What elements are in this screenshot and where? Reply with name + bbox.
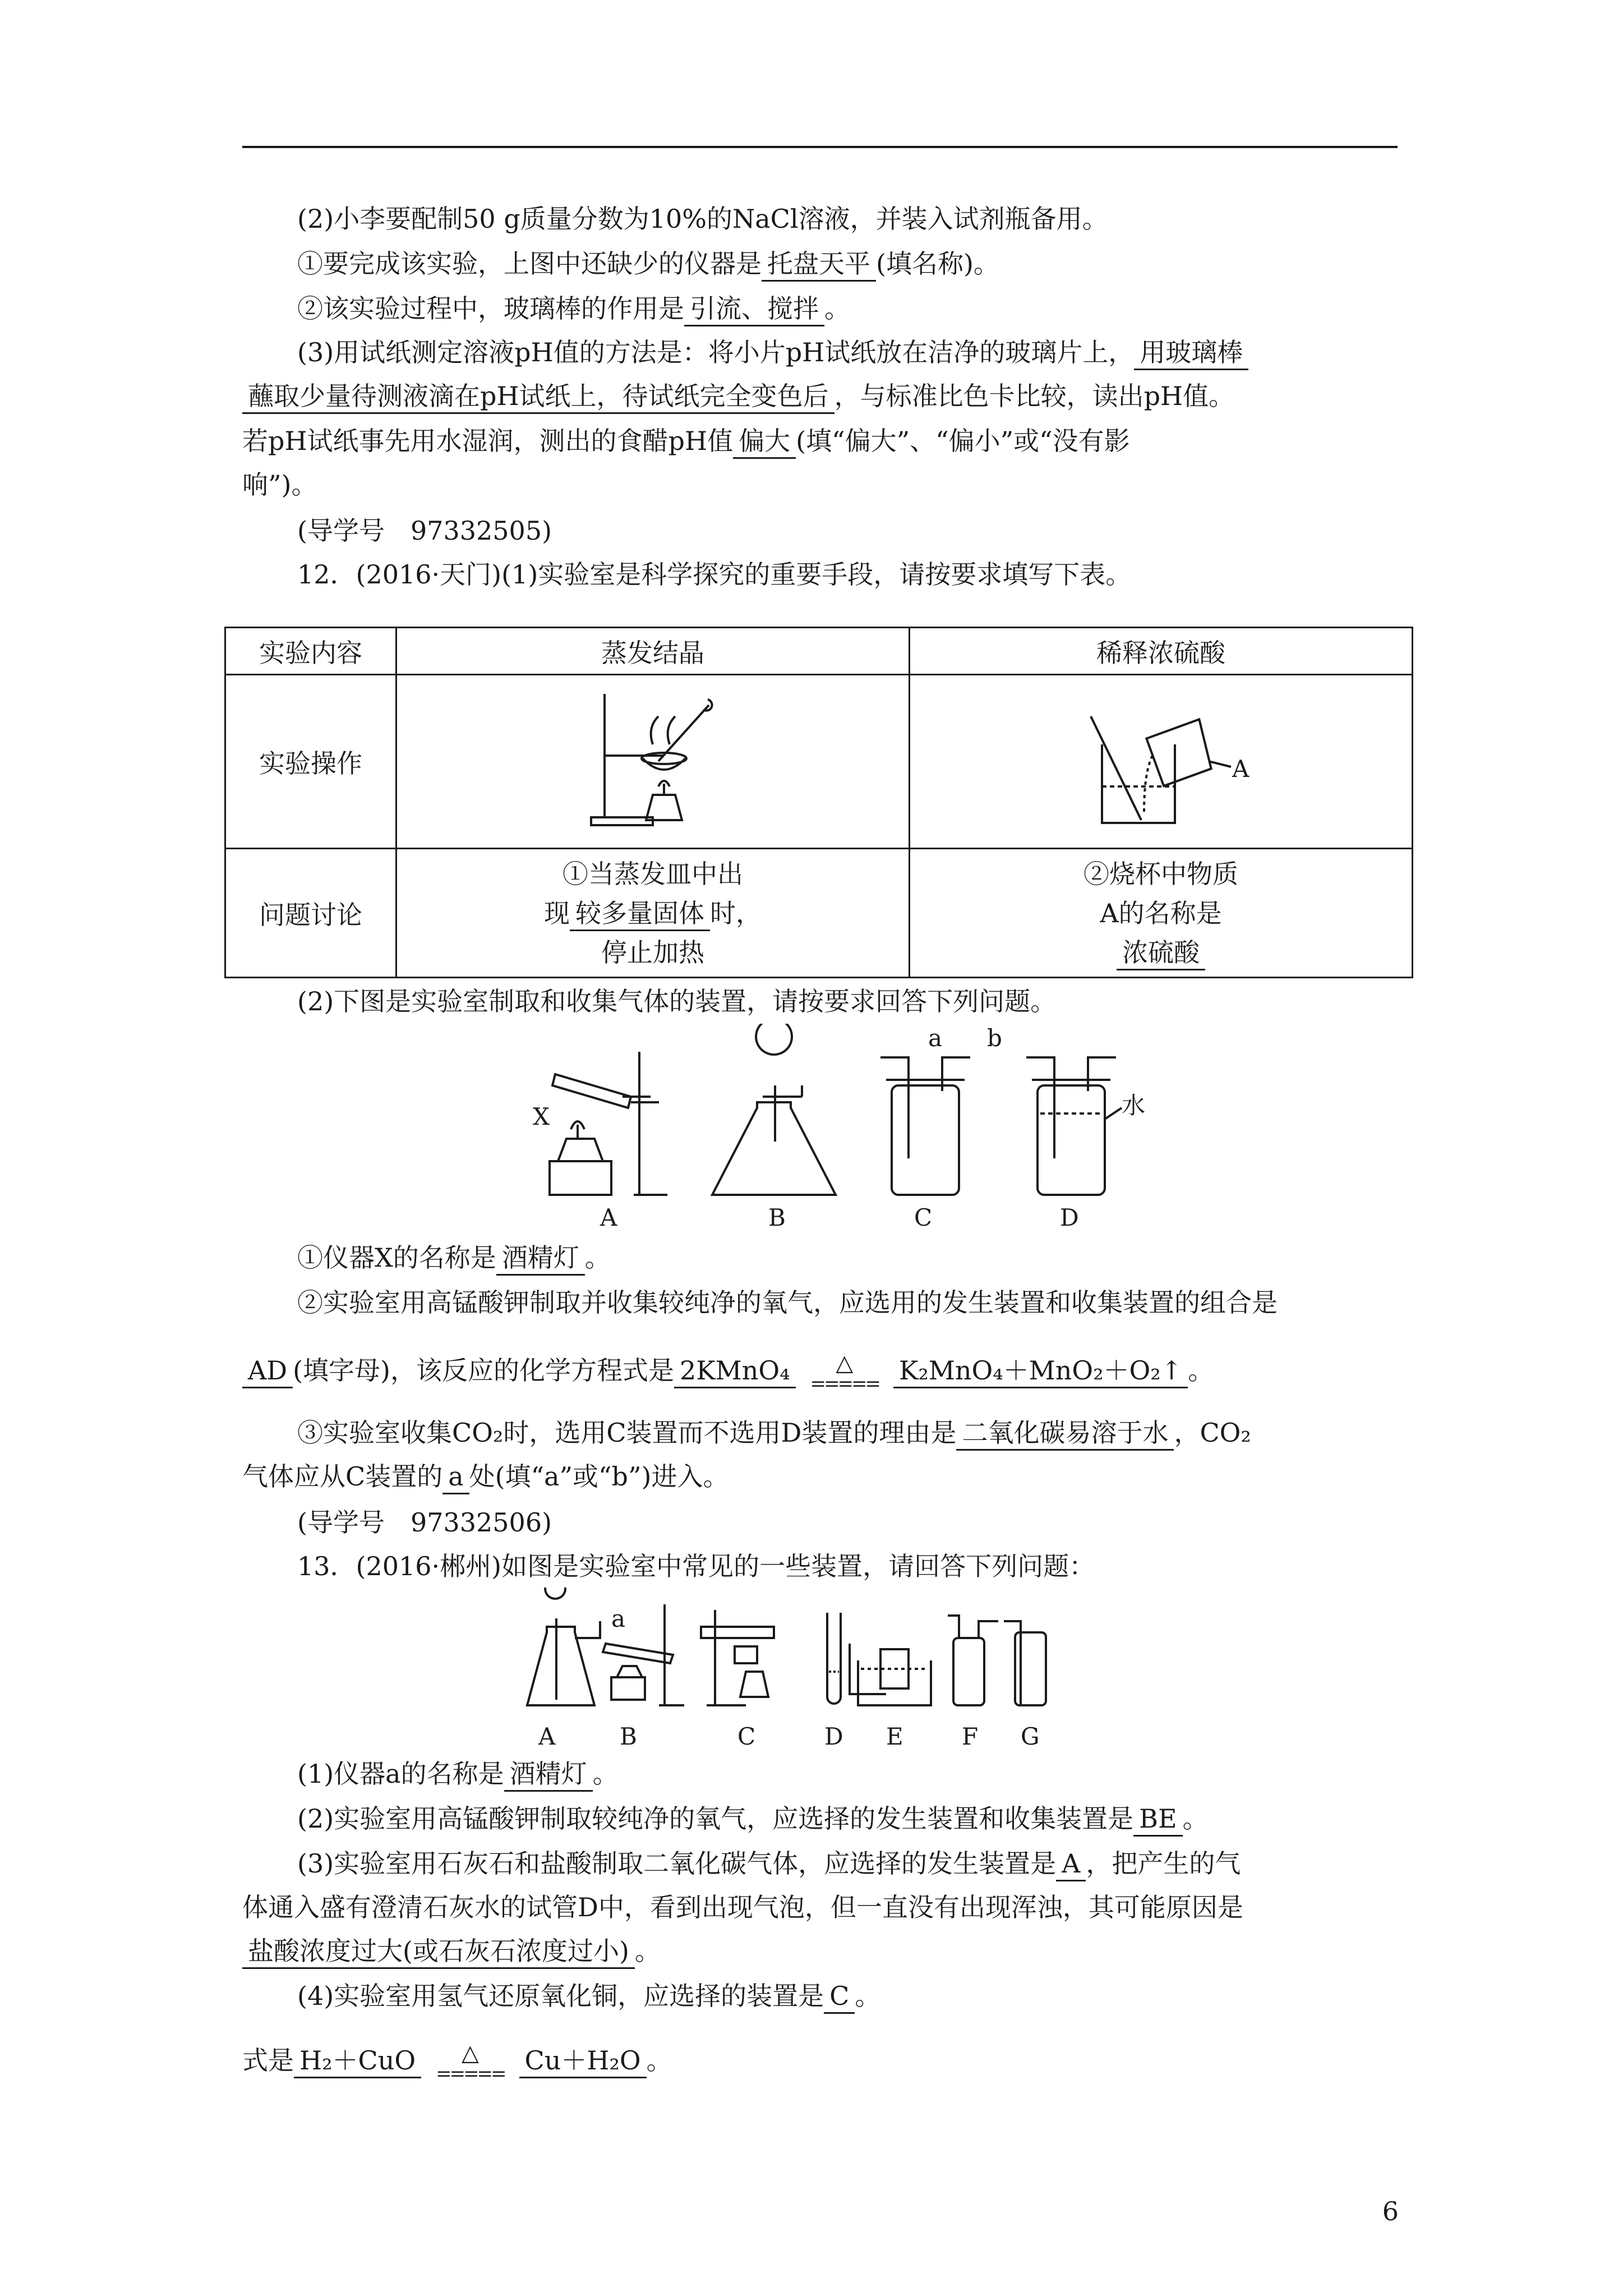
label-C: C — [914, 1204, 933, 1231]
guide-number: (导学号 97332505) — [297, 516, 552, 546]
answer-blank: A — [1056, 1848, 1086, 1881]
q12-stem: 12．(2016·天门)(1)实验室是科学探究的重要手段，请按要求填写下表。 — [297, 559, 1132, 590]
answer-blank: 二氧化碳易溶于水 — [956, 1418, 1174, 1451]
q13-stem: 13．(2016·郴州)如图是实验室中常见的一些装置，请回答下列问题： — [297, 1551, 1095, 1581]
answer-blank: 用玻璃棒 — [1134, 337, 1248, 370]
answer-blank: C — [824, 1981, 855, 2014]
label-water: 水 — [1122, 1092, 1146, 1119]
answer-blank: 托盘天平 — [762, 249, 876, 282]
equation-left: H₂＋CuO — [294, 2045, 421, 2078]
q11-part2-stem: (2)小李要配制50 g质量分数为10%的NaCl溶液，并装入试剂瓶备用。 — [297, 204, 1108, 234]
answer-blank: 酒精灯 — [504, 1759, 593, 1792]
dilution-apparatus-figure — [1068, 683, 1253, 834]
page-number: 6 — [1382, 2196, 1399, 2226]
label-a-small: a — [611, 1605, 626, 1632]
reaction-condition: △ ===== — [436, 2040, 505, 2085]
q13-p1: (1)仪器a的名称是 酒精灯 。 — [297, 1757, 619, 1791]
label-G: G — [1021, 1723, 1040, 1750]
label-F: F — [962, 1723, 979, 1750]
answer-blank: 偏大 — [733, 426, 796, 459]
answer-blank: 蘸取少量待测液滴在pH试纸上，待试纸完全变色后 — [242, 381, 834, 414]
q13-p3-line2: 体通入盛有澄清石灰水的试管D中，看到出现气泡，但一直没有出现浑浊，其可能原因是 — [242, 1892, 1243, 1922]
table-header: 蒸发结晶 — [396, 628, 910, 675]
q12-q2-line2: AD (填字母)，该反应的化学方程式是 2KMnO₄ △ ===== K₂MnO₄＋MnO₂＋O₂↑ 。 — [242, 1352, 1214, 1393]
table-header: 实验内容 — [225, 628, 396, 675]
q12-q1: ①仪器X的名称是 酒精灯 。 — [297, 1241, 611, 1274]
equation-right: Cu＋H₂O — [519, 2045, 647, 2078]
q11-part3-line3: 若pH试纸事先用水湿润，测出的食醋pH值 偏大 (填“偏大”、“偏小”或“没有影 — [242, 424, 1130, 458]
label-A: A — [538, 1723, 556, 1750]
row-label: 问题讨论 — [225, 849, 396, 978]
label-B: B — [768, 1204, 786, 1231]
answer-blank: 引流、搅拌 — [684, 293, 824, 326]
guide-number: (导学号 97332506) — [297, 1507, 552, 1538]
answer-blank: 较多量固体 — [570, 898, 710, 931]
equation-right: K₂MnO₄＋MnO₂＋O₂↑ — [893, 1355, 1188, 1388]
answer-blank: a — [442, 1461, 469, 1494]
equation-left: 2KMnO₄ — [674, 1355, 796, 1388]
answer-blank: BE — [1133, 1803, 1182, 1837]
dilution-figure — [910, 675, 1413, 849]
label-a: A — [1232, 755, 1249, 783]
discussion-cell-1: ①当蒸发皿中出 现 较多量固体 时， 停止加热 — [396, 849, 910, 978]
label-E: E — [886, 1723, 903, 1750]
label-x: X — [533, 1103, 550, 1130]
q12-q2-line1: ②实验室用高锰酸钾制取并收集较纯净的氧气，应选用的发生装置和收集装置的组合是 — [297, 1287, 1278, 1318]
q12-q3-line1: ③实验室收集CO₂时，选用C装置而不选用D装置的理由是 二氧化碳易溶于水 ，CO₂ — [297, 1416, 1251, 1450]
table-header: 稀释浓硫酸 — [910, 628, 1413, 675]
answer-blank: 浓硫酸 — [1117, 937, 1205, 970]
label-B: B — [620, 1723, 637, 1750]
q13-p4-line1: (4)实验室用氢气还原氧化铜，应选择的装置是 C 。 — [297, 1979, 880, 2013]
q12-part2-stem: (2)下图是实验室制取和收集气体的装置，请按要求回答下列问题。 — [297, 986, 1057, 1016]
row-label: 实验操作 — [225, 675, 396, 849]
experiment-table — [224, 627, 1413, 978]
q11-part2-a: ①要完成该实验，上图中还缺少的仪器是 托盘天平 (填名称)。 — [297, 247, 999, 280]
discussion-cell-2: ②烧杯中物质 A的名称是 浓硫酸 — [910, 849, 1413, 978]
q11-part2-b: ②该实验过程中，玻璃棒的作用是 引流、搅拌 。 — [297, 292, 850, 325]
label-a-inlet: a — [928, 1024, 943, 1052]
label-b-inlet: b — [987, 1024, 1002, 1052]
label-A: A — [600, 1204, 617, 1231]
q13-p3-line1: (3)实验室用石灰石和盐酸制取二氧化碳气体，应选择的发生装置是 A ，把产生的气 — [297, 1847, 1241, 1880]
label-D: D — [1060, 1204, 1079, 1231]
reaction-condition: △ ===== — [810, 1350, 879, 1395]
q11-part3-line1: (3)用试纸测定溶液pH值的方法是：将小片pH试纸放在洁净的玻璃片上， 用玻璃棒 — [297, 335, 1248, 369]
header-rule — [242, 146, 1398, 148]
q13-p4-line2: 式是 H₂＋CuO △ ===== Cu＋H₂O 。 — [242, 2040, 672, 2085]
q11-part3-line4: 响”)。 — [242, 470, 317, 500]
answer-blank: AD — [242, 1355, 293, 1388]
label-C: C — [737, 1723, 756, 1750]
q13-apparatus-figure — [522, 1588, 1166, 1756]
q13-p3-line3: 盐酸浓度过大(或石灰石浓度过小) 。 — [242, 1934, 661, 1968]
evaporation-figure — [396, 675, 910, 849]
q13-p2: (2)实验室用高锰酸钾制取较纯净的氧气，应选择的发生装置和收集装置是 BE 。 — [297, 1802, 1209, 1835]
answer-blank: 盐酸浓度过大(或石灰石浓度过小) — [242, 1936, 635, 1969]
q12-q3-line2: 气体应从C装置的 a 处(填“a”或“b”)进入。 — [242, 1460, 728, 1493]
label-D: D — [824, 1723, 843, 1750]
evaporation-apparatus-figure — [580, 683, 726, 834]
q11-part3-line2: 蘸取少量待测液滴在pH试纸上，待试纸完全变色后 ，与标准比色卡比较，读出pH值。 — [242, 379, 1234, 413]
q12-apparatus-figure — [522, 1024, 1166, 1237]
answer-blank: 酒精灯 — [496, 1243, 585, 1276]
